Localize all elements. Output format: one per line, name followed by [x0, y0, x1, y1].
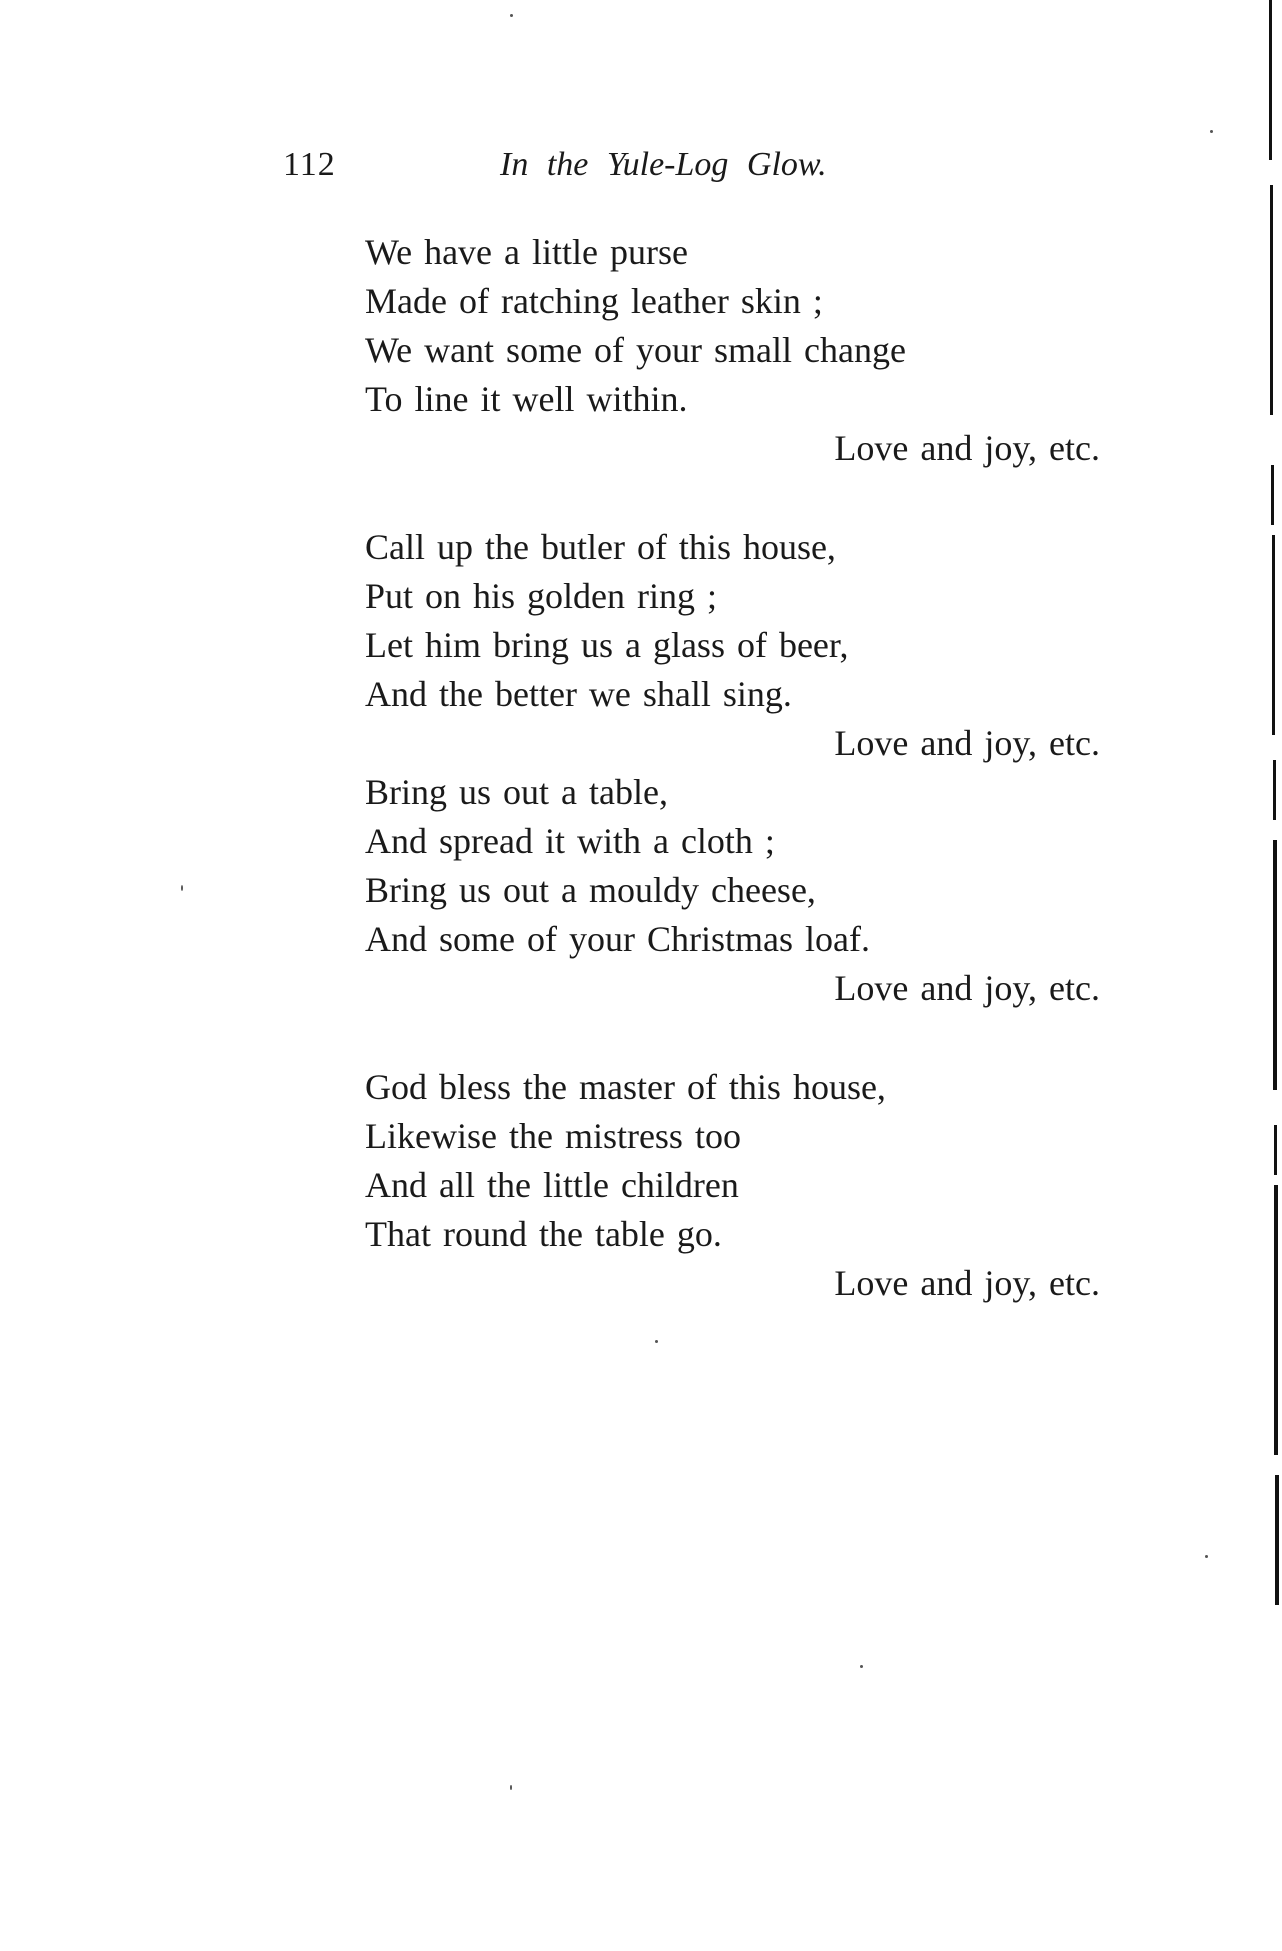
stanza-gap	[365, 1013, 1125, 1063]
scan-speck	[1210, 130, 1213, 133]
scan-speck	[181, 885, 183, 891]
refrain-line: Love and joy, etc.	[834, 1263, 1100, 1303]
verse-line: And spread it with a cloth ;	[365, 821, 775, 861]
verse-line: And some of your Christmas loaf.	[365, 919, 870, 959]
verse-line: To line it well within.	[365, 379, 688, 419]
scan-speck	[655, 1340, 658, 1343]
scan-speck	[1205, 1555, 1208, 1558]
scan-edge-mark	[1275, 1475, 1279, 1605]
stanza-3	[365, 768, 1125, 1013]
verse-line: We have a little purse	[365, 232, 688, 272]
stanza-gap	[365, 473, 1125, 523]
scan-edge-mark	[1271, 465, 1274, 525]
poem	[365, 228, 1125, 1308]
scan-edge-mark	[1269, 0, 1272, 160]
scan-edge-mark	[1274, 1185, 1278, 1455]
scan-edge-mark	[1273, 760, 1276, 820]
scan-edge-mark	[1274, 1125, 1277, 1175]
scan-speck	[510, 14, 513, 17]
scan-speck	[510, 1785, 512, 1790]
stanza-2	[365, 523, 1125, 768]
verse-line: Let him bring us a glass of beer,	[365, 625, 849, 665]
stanza-4	[365, 1063, 1125, 1308]
verse-line: God bless the master of this house,	[365, 1067, 886, 1107]
scan-edge-mark	[1273, 840, 1277, 1090]
verse-line: And all the little children	[365, 1165, 739, 1205]
stanza-1	[365, 228, 1125, 473]
verse-line: Call up the butler of this house,	[365, 527, 836, 567]
verse-line: That round the table go.	[365, 1214, 722, 1254]
refrain-line: Love and joy, etc.	[834, 723, 1100, 763]
verse-line: And the better we shall sing.	[365, 674, 792, 714]
verse-line: Bring us out a mouldy cheese,	[365, 870, 816, 910]
refrain-line: Love and joy, etc.	[834, 968, 1100, 1008]
refrain-line: Love and joy, etc.	[834, 428, 1100, 468]
verse-line: Bring us out a table,	[365, 772, 668, 812]
scan-speck	[860, 1665, 863, 1668]
running-title: In the Yule-Log Glow.	[500, 146, 827, 183]
verse-line: We want some of your small change	[365, 330, 906, 370]
verse-line: Made of ratching leather skin ;	[365, 281, 823, 321]
scan-edge-mark	[1270, 185, 1273, 415]
verse-line: Put on his golden ring ;	[365, 576, 718, 616]
page-number: 112	[283, 146, 336, 183]
verse-line: Likewise the mistress too	[365, 1116, 741, 1156]
scan-edge-mark	[1272, 535, 1275, 735]
